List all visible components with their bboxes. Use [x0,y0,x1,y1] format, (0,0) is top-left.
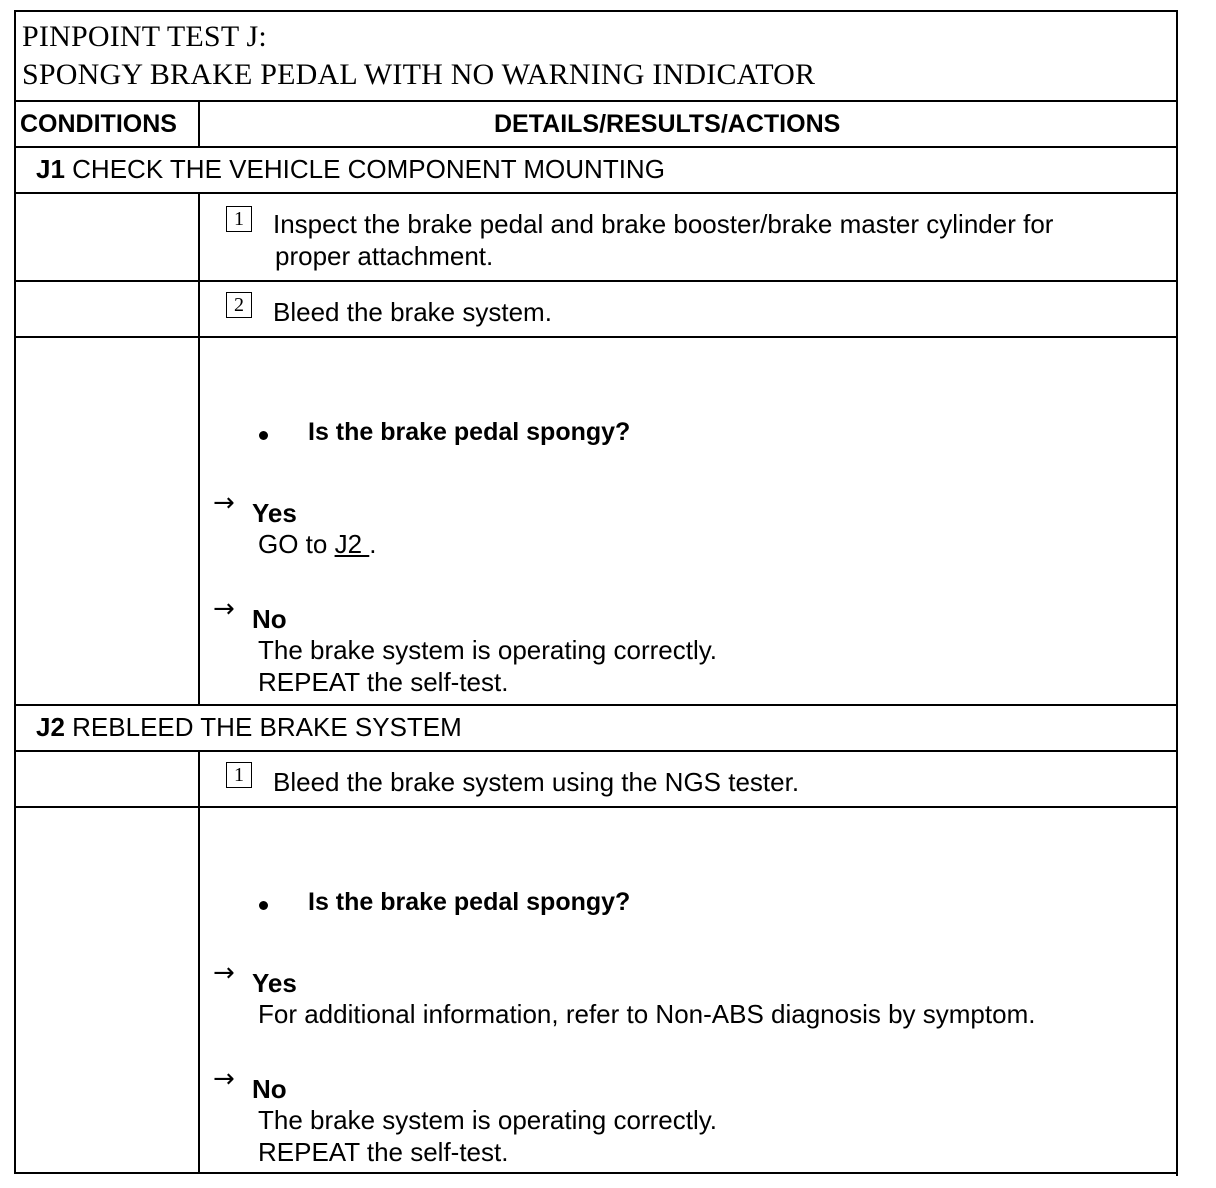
j1-action-2 [14,280,1178,336]
no-action-line: The brake system is operating correctly. [258,635,718,665]
j2-action-1 [14,750,1178,806]
step-number-box: 1 [226,762,252,788]
right-arrow-icon: → [213,958,235,988]
conditions-header: CONDITIONS [20,110,177,138]
details-header: DETAILS/RESULTS/ACTIONS [494,110,841,138]
table-title [14,10,1178,102]
j2-results [14,806,1178,1174]
action-text-line: proper attachment. [275,241,494,271]
bullet-icon [259,431,268,440]
action-text-line: Inspect the brake pedal and brake booster/brake master cylinder for [273,209,1054,239]
goto-j2-link[interactable]: J2 [334,529,370,559]
no-action-line: The brake system is operating correctly. [258,1105,718,1135]
right-arrow-icon: → [213,1064,235,1094]
step-id-j1: J1 [36,154,65,184]
step-number-box: 1 [226,206,252,232]
yes-action-line: For additional information, refer to Non-ABS diagnosis by symptom. [258,999,1036,1029]
j1-results [14,336,1178,704]
question-text: Is the brake pedal spongy? [308,418,631,446]
no-action-line: REPEAT the self-test. [258,667,509,697]
no-label: No [252,604,287,634]
yes-label: Yes [252,968,297,998]
step-number-box: 2 [226,292,252,318]
yes-label: Yes [252,498,297,528]
j1-action-1 [14,192,1178,280]
title-line-2: SPONGY BRAKE PEDAL WITH NO WARNING INDICATOR [22,58,816,91]
step-title-j2: REBLEED THE BRAKE SYSTEM [72,712,462,742]
action-text-line: Bleed the brake system. [273,297,552,327]
right-arrow-icon: → [213,594,235,624]
step-heading-j2 [14,704,1178,750]
step-heading-j1 [14,146,1178,192]
no-label: No [252,1074,287,1104]
column-header-row [14,100,1178,146]
step-id-j2: J2 [36,712,65,742]
table-bottom-border [14,1172,1178,1174]
right-arrow-icon: → [213,488,235,518]
step-title-j1: CHECK THE VEHICLE COMPONENT MOUNTING [72,154,665,184]
bullet-icon [259,901,268,910]
question-text: Is the brake pedal spongy? [308,888,631,916]
action-text-line: Bleed the brake system using the NGS tester. [273,767,800,797]
no-action-line: REPEAT the self-test. [258,1137,509,1167]
yes-action: GO to J2 . [258,529,377,559]
title-line-1: PINPOINT TEST J: [22,20,267,53]
